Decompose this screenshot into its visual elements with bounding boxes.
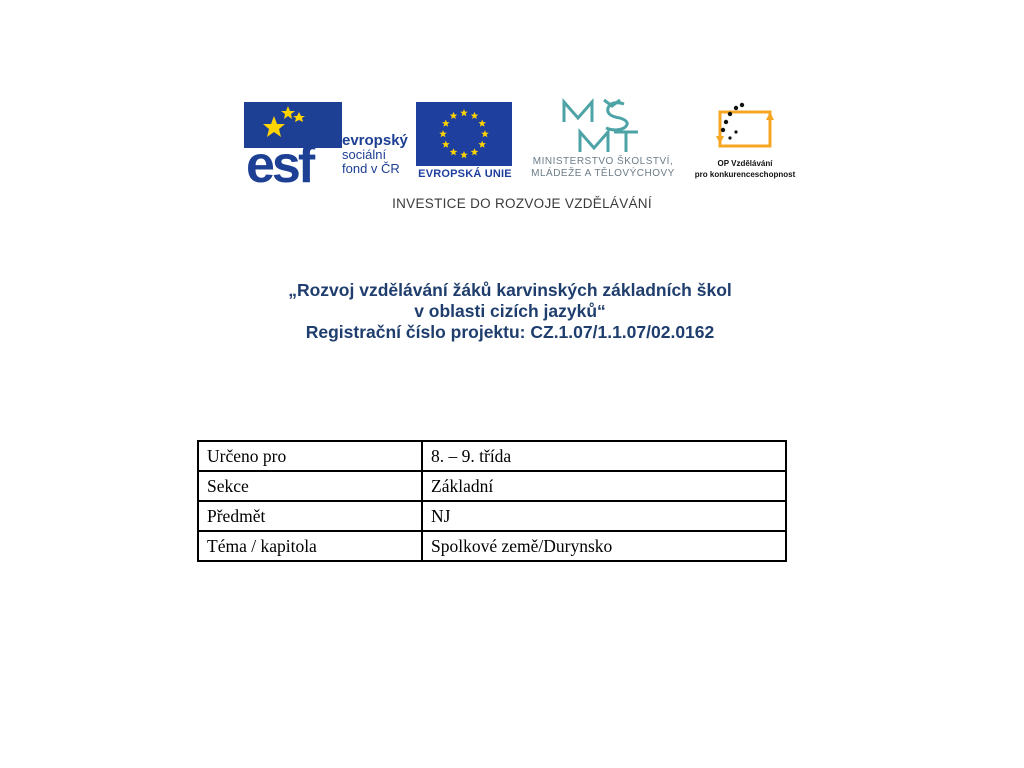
msmt-mark-icon xyxy=(520,98,686,156)
title-line-2: v oblasti cizích jazyků“ xyxy=(414,301,606,321)
table-row xyxy=(198,441,786,471)
investice-tagline: INVESTICE DO ROZVOJE VZDĚLÁVÁNÍ xyxy=(392,196,652,211)
eu-star-icon xyxy=(460,151,468,158)
title-line-3: Registrační číslo projektu: CZ.1.07/1.1.07/02.0162 xyxy=(305,322,715,342)
eu-star-icon xyxy=(471,148,479,155)
logo-strip xyxy=(244,98,800,188)
eu-star-icon xyxy=(450,112,458,119)
msmt-logo xyxy=(520,98,686,188)
op-label xyxy=(690,158,800,180)
row-value: Spolkové země/Durynsko xyxy=(422,531,786,561)
eu-label: EVROPSKÁ UNIE xyxy=(418,168,512,180)
row-label: Sekce xyxy=(198,471,422,501)
eu-logo xyxy=(416,102,514,184)
row-value: Základní xyxy=(422,471,786,501)
eu-star-icon xyxy=(439,130,447,137)
esf-line-1: evropský xyxy=(342,132,408,149)
esf-logo xyxy=(244,102,412,184)
row-value: NJ xyxy=(422,501,786,531)
esf-line-3: fond v ČR xyxy=(342,161,400,176)
esf-mark-text: esf xyxy=(246,136,313,184)
eu-stars-icon xyxy=(416,102,512,166)
eu-star-icon xyxy=(460,109,468,116)
msmt-line-1: MINISTERSTVO ŠKOLSTVÍ, xyxy=(532,156,674,167)
eu-star-icon xyxy=(442,120,450,127)
op-line-1: OP Vzdělávání xyxy=(717,159,773,168)
eu-star-icon xyxy=(471,112,479,119)
msmt-label xyxy=(520,156,686,180)
msmt-line-2: MLÁDEŽE A TĚLOVÝCHOVY xyxy=(531,168,675,179)
eu-flag-icon xyxy=(416,102,512,166)
table-row xyxy=(198,471,786,501)
op-line-2: pro konkurenceschopnost xyxy=(694,170,796,179)
eu-star-icon xyxy=(442,141,450,148)
row-label: Téma / kapitola xyxy=(198,531,422,561)
op-logo xyxy=(690,102,800,188)
eu-star-icon xyxy=(478,141,486,148)
row-label: Předmět xyxy=(198,501,422,531)
esf-wordmark xyxy=(342,134,408,176)
table-row xyxy=(198,531,786,561)
project-title xyxy=(200,280,820,343)
table-row xyxy=(198,501,786,531)
eu-star-icon xyxy=(481,130,489,137)
eu-star-icon xyxy=(478,120,486,127)
row-value: 8. – 9. třída xyxy=(422,441,786,471)
esf-mark-icon xyxy=(244,102,344,184)
op-mark-icon xyxy=(690,102,800,156)
info-table xyxy=(197,440,787,562)
title-line-1: „Rozvoj vzdělávání žáků karvinských základních škol xyxy=(288,280,732,300)
row-label: Určeno pro xyxy=(198,441,422,471)
eu-star-icon xyxy=(450,148,458,155)
esf-line-2: sociální xyxy=(342,147,387,162)
